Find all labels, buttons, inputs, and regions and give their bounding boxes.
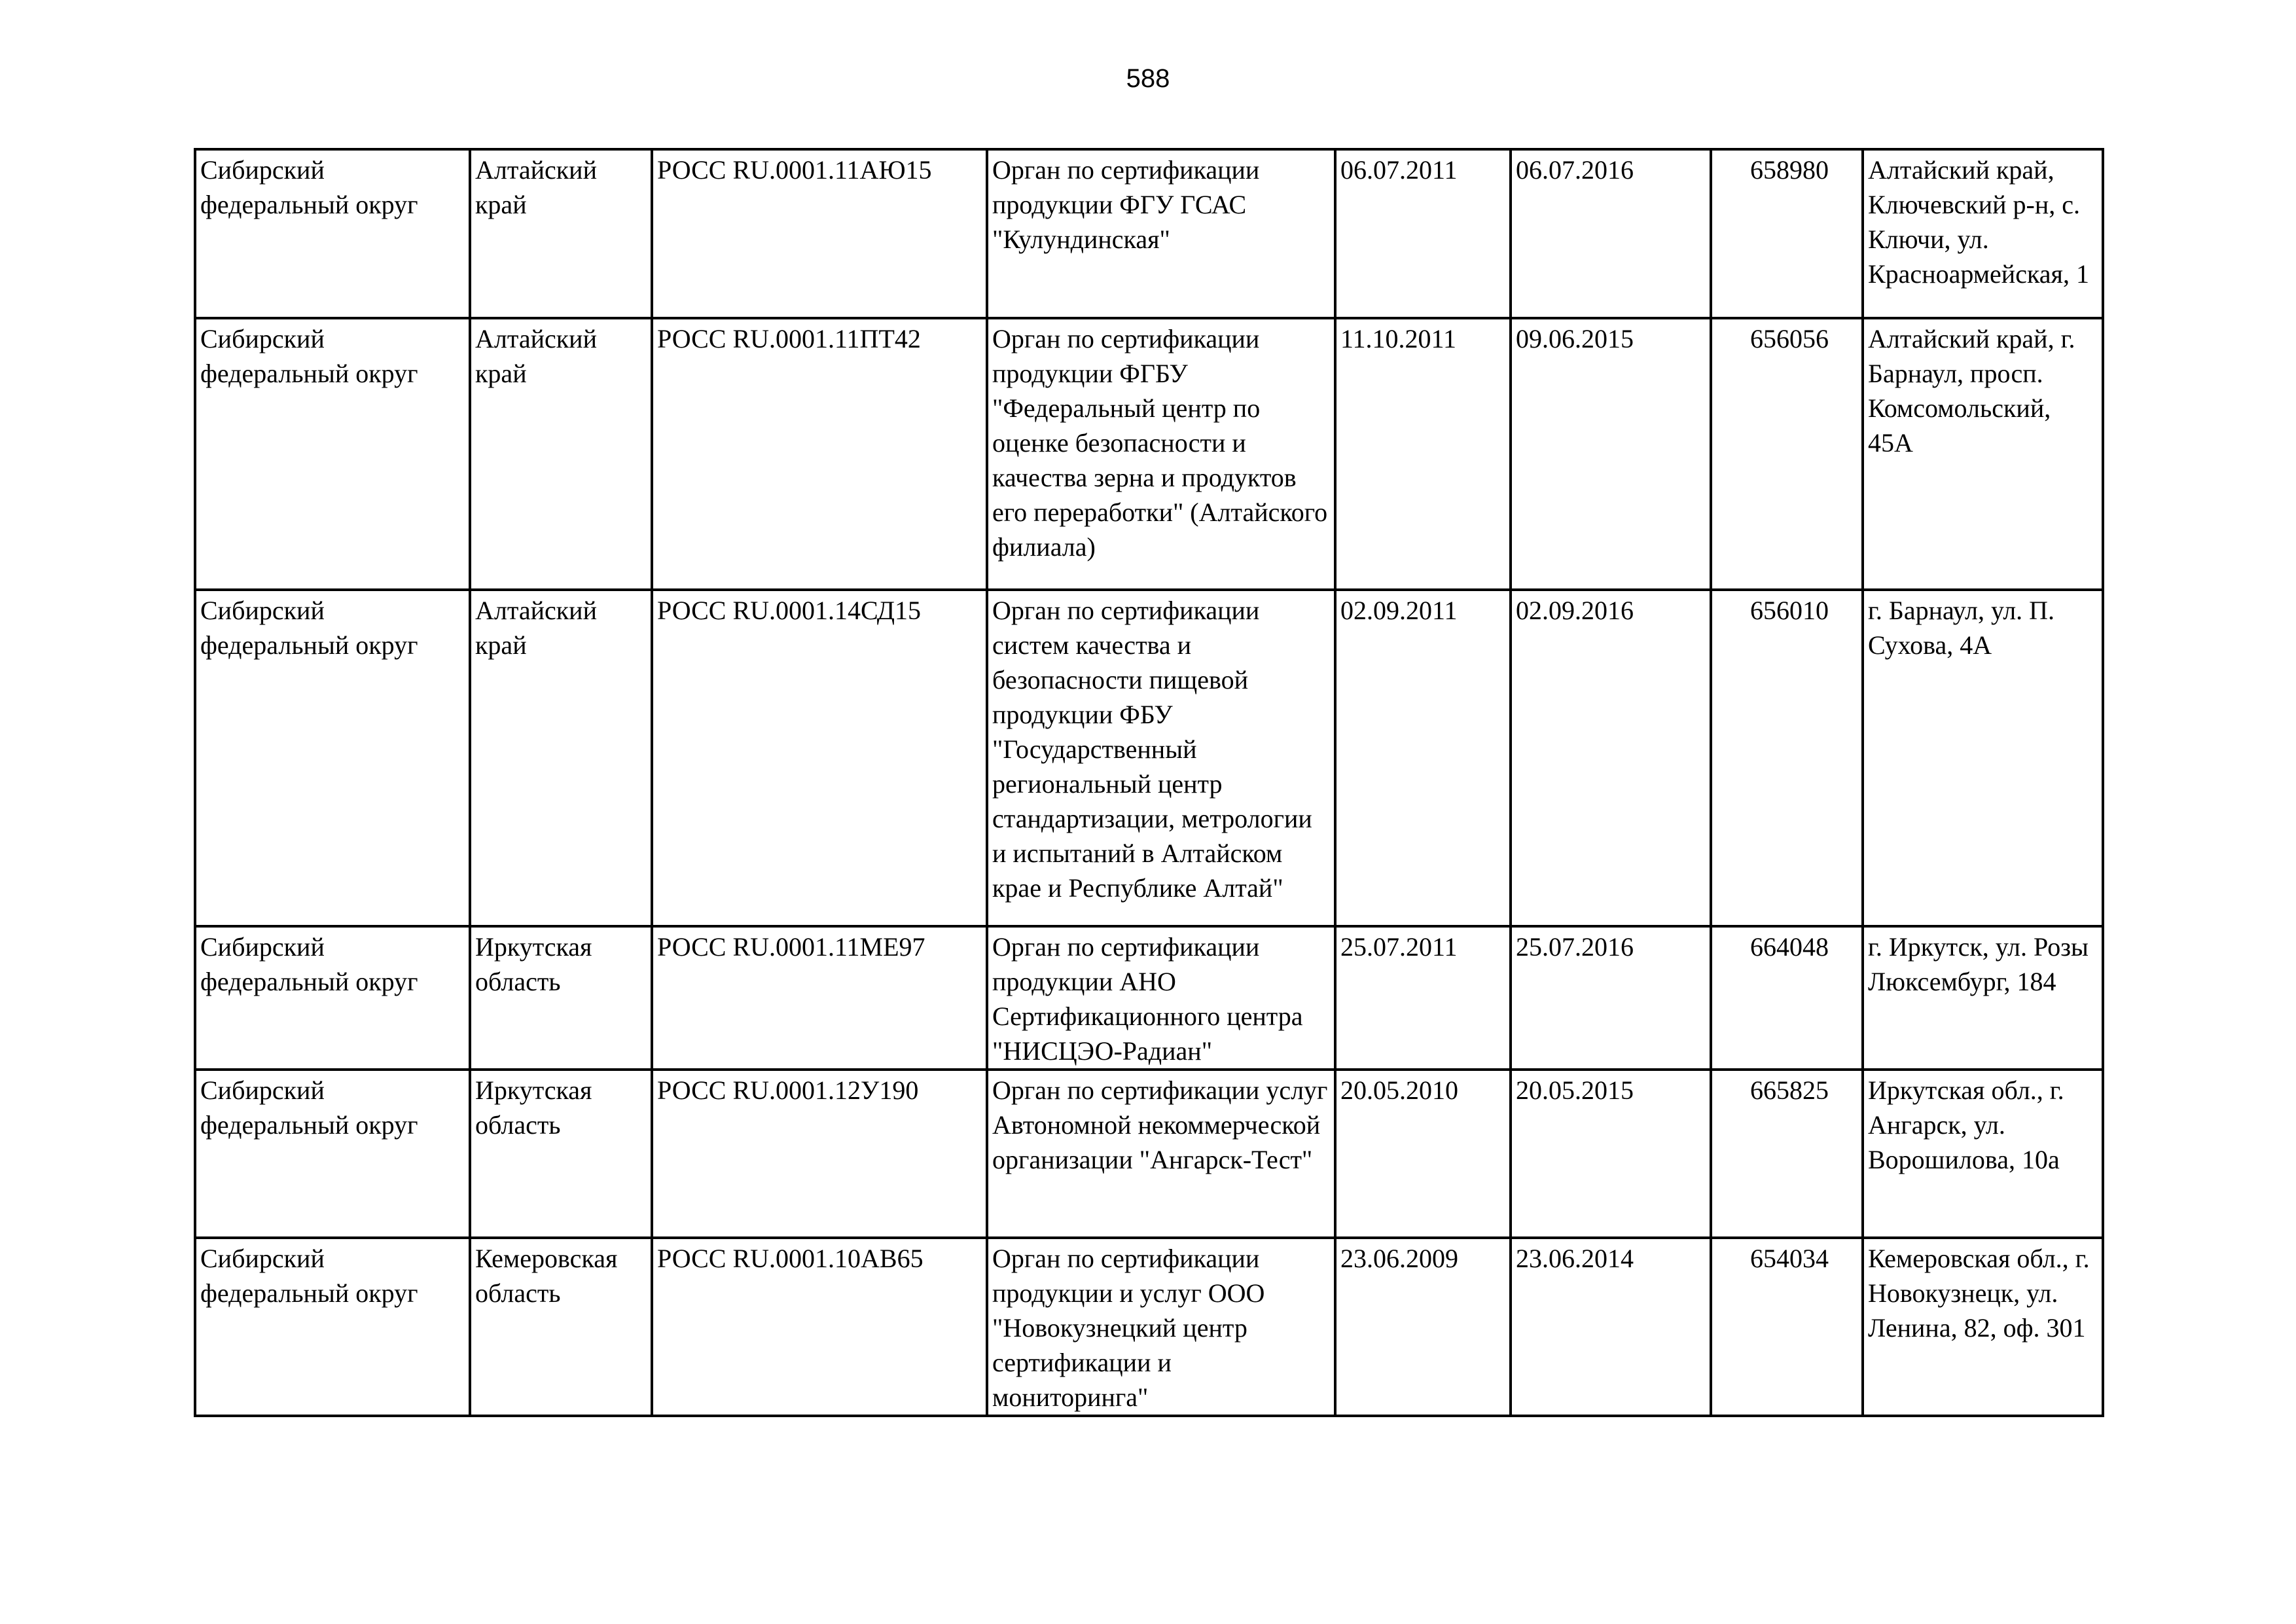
- cell-date-end: 20.05.2015: [1511, 1070, 1711, 1238]
- cell-region: Иркутская область: [470, 926, 652, 1070]
- table-row: [195, 1070, 2103, 1238]
- cell-address: г. Иркутск, ул. Розы Люксембург, 184: [1863, 926, 2103, 1070]
- table-row: [195, 590, 2103, 926]
- cell-date-end: 23.06.2014: [1511, 1238, 1711, 1416]
- cell-date-end: 09.06.2015: [1511, 318, 1711, 590]
- cell-district: Сибирский федеральный округ: [195, 1238, 470, 1416]
- cell-address: г. Барнаул, ул. П. Сухова, 4А: [1863, 590, 2103, 926]
- cell-date-start: 02.09.2011: [1335, 590, 1511, 926]
- cell-address: Алтайский край, г. Барнаул, просп. Комсомольский, 45А: [1863, 318, 2103, 590]
- cell-date-start: 06.07.2011: [1335, 149, 1511, 318]
- cell-certificate: РОСС RU.0001.11АЮ15: [652, 149, 987, 318]
- cell-certificate: РОСС RU.0001.12У190: [652, 1070, 987, 1238]
- cell-organization: Орган по сертификации продукции АНО Сертификационного центра "НИСЦЭО-Радиан": [987, 926, 1335, 1070]
- cell-certificate: РОСС RU.0001.14СД15: [652, 590, 987, 926]
- cell-date-end: 06.07.2016: [1511, 149, 1711, 318]
- cell-postal-index: 665825: [1711, 1070, 1863, 1238]
- cell-district: Сибирский федеральный округ: [195, 1070, 470, 1238]
- table-row: [195, 318, 2103, 590]
- table-row: [195, 1238, 2103, 1416]
- cell-organization: Орган по сертификации услуг Автономной некоммерческой организации "Ангарск-Тест": [987, 1070, 1335, 1238]
- cell-date-start: 25.07.2011: [1335, 926, 1511, 1070]
- page-number: 588: [1126, 64, 1170, 93]
- cell-certificate: РОСС RU.0001.10АВ65: [652, 1238, 987, 1416]
- cell-date-start: 20.05.2010: [1335, 1070, 1511, 1238]
- cell-postal-index: 656010: [1711, 590, 1863, 926]
- cell-district: Сибирский федеральный округ: [195, 149, 470, 318]
- cell-organization: Орган по сертификации продукции ФГУ ГСАС "Кулундинская": [987, 149, 1335, 318]
- cell-address: Алтайский край, Ключевский р-н, с. Ключи, ул. Красноармейская, 1: [1863, 149, 2103, 318]
- cell-district: Сибирский федеральный округ: [195, 926, 470, 1070]
- cell-address: Иркутская обл., г. Ангарск, ул. Ворошилова, 10а: [1863, 1070, 2103, 1238]
- cell-date-start: 23.06.2009: [1335, 1238, 1511, 1416]
- cell-organization: Орган по сертификации систем качества и безопасности пищевой продукции ФБУ "Государственный региональный центр стандартизации, метрологии и испытаний в Алтайском крае и Республике Алтай": [987, 590, 1335, 926]
- cell-postal-index: 654034: [1711, 1238, 1863, 1416]
- cell-district: Сибирский федеральный округ: [195, 318, 470, 590]
- certification-registry-table: [194, 148, 2104, 1417]
- cell-date-end: 02.09.2016: [1511, 590, 1711, 926]
- cell-postal-index: 664048: [1711, 926, 1863, 1070]
- cell-date-end: 25.07.2016: [1511, 926, 1711, 1070]
- cell-region: Алтайский край: [470, 318, 652, 590]
- cell-region: Алтайский край: [470, 590, 652, 926]
- cell-certificate: РОСС RU.0001.11ПТ42: [652, 318, 987, 590]
- cell-postal-index: 656056: [1711, 318, 1863, 590]
- cell-postal-index: 658980: [1711, 149, 1863, 318]
- table-row: [195, 149, 2103, 318]
- cell-region: Кемеровская область: [470, 1238, 652, 1416]
- cell-region: Алтайский край: [470, 149, 652, 318]
- cell-address: Кемеровская обл., г. Новокузнецк, ул. Ленина, 82, оф. 301: [1863, 1238, 2103, 1416]
- cell-date-start: 11.10.2011: [1335, 318, 1511, 590]
- table-row: [195, 926, 2103, 1070]
- cell-certificate: РОСС RU.0001.11МЕ97: [652, 926, 987, 1070]
- cell-organization: Орган по сертификации продукции ФГБУ "Федеральный центр по оценке безопасности и качества зерна и продуктов его переработки" (Алтайского филиала): [987, 318, 1335, 590]
- cell-region: Иркутская область: [470, 1070, 652, 1238]
- cell-organization: Орган по сертификации продукции и услуг ООО "Новокузнецкий центр сертификации и мониторинга": [987, 1238, 1335, 1416]
- cell-district: Сибирский федеральный округ: [195, 590, 470, 926]
